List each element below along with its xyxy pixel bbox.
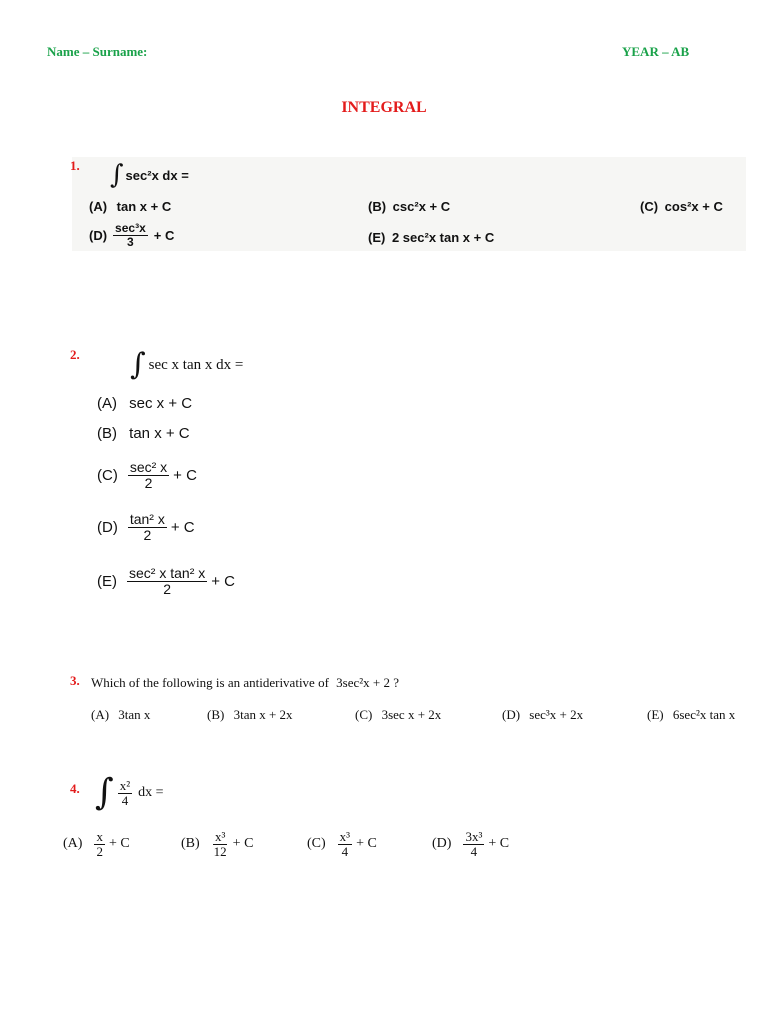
q1-option-a-label: (A) bbox=[89, 199, 108, 214]
q2-option-c-fraction bbox=[128, 460, 169, 490]
q2-option-e-fraction bbox=[127, 566, 207, 596]
q1-option-d-fraction bbox=[113, 222, 148, 248]
q2-option-c-label: (C) bbox=[97, 466, 118, 484]
q2-option-d bbox=[97, 512, 195, 542]
question-3-expression: 3sec²x + 2 ? bbox=[336, 675, 400, 690]
integral-symbol: ∫ bbox=[110, 160, 124, 190]
q2-option-b-label: (B) bbox=[97, 425, 117, 442]
q3-option-e bbox=[647, 707, 747, 723]
q3-option-d bbox=[502, 707, 583, 723]
q2-option-c-tail: + C bbox=[173, 466, 197, 484]
q2-option-d-fraction bbox=[128, 512, 167, 542]
q1-option-d bbox=[89, 222, 174, 248]
integral-symbol: ∫ bbox=[130, 347, 146, 382]
q1-option-b bbox=[368, 199, 450, 214]
page-title: INTEGRAL bbox=[341, 99, 427, 116]
q1-option-a-text: tan x + C bbox=[116, 199, 172, 214]
q2-option-d-denominator: 2 bbox=[143, 526, 152, 543]
question-2-integrand: sec x tan x dx = bbox=[148, 356, 244, 373]
q3-option-c-text: 3sec x + 2x bbox=[381, 707, 442, 722]
question-4-integrand-numerator: x² bbox=[119, 777, 131, 793]
q4-option-c-denominator: 4 bbox=[341, 843, 349, 859]
q3-option-b-label: (B) bbox=[207, 707, 225, 722]
question-4-integrand-denominator: 4 bbox=[121, 792, 129, 808]
q4-option-b-numerator: x³ bbox=[214, 829, 226, 844]
q2-option-c bbox=[97, 460, 197, 490]
q3-option-a-text: 3tan x bbox=[118, 707, 151, 722]
q1-option-c-text: cos²x + C bbox=[664, 199, 723, 214]
q2-option-a-text: sec x + C bbox=[129, 395, 193, 412]
q4-option-d bbox=[432, 830, 509, 858]
q3-option-b-text: 3tan x + 2x bbox=[233, 707, 293, 722]
q4-option-b-denominator: 12 bbox=[213, 843, 227, 859]
question-4-integrand-fraction bbox=[118, 779, 132, 807]
q4-option-a-tail: + C bbox=[108, 836, 130, 852]
q2-option-b bbox=[97, 425, 190, 442]
q1-option-e-text: 2 sec²x tan x + C bbox=[391, 230, 495, 245]
q4-option-a bbox=[63, 830, 130, 858]
q1-option-d-denominator: 3 bbox=[127, 234, 134, 249]
q4-option-b bbox=[181, 830, 253, 858]
q4-option-b-fraction bbox=[212, 830, 229, 858]
q2-option-e-denominator: 2 bbox=[163, 580, 172, 597]
q4-option-b-label: (B) bbox=[181, 836, 200, 852]
q3-option-d-label: (D) bbox=[502, 707, 521, 722]
question-4-number: 4. bbox=[70, 781, 80, 796]
q4-option-c-label: (C) bbox=[307, 836, 326, 852]
q3-option-e-label: (E) bbox=[647, 707, 664, 722]
q1-option-d-tail: + C bbox=[153, 227, 175, 243]
q4-option-b-tail: + C bbox=[232, 836, 254, 852]
q1-option-e bbox=[368, 230, 494, 245]
question-4-integrand-tail: dx = bbox=[138, 785, 164, 800]
question-3-text bbox=[91, 675, 399, 691]
q3-option-a-label: (A) bbox=[91, 707, 110, 722]
q1-option-e-label: (E) bbox=[368, 230, 386, 245]
q1-option-b-label: (B) bbox=[368, 199, 387, 214]
q4-option-c bbox=[307, 830, 377, 858]
question-3-prompt: Which of the following is an antiderivative of bbox=[91, 675, 329, 690]
q1-option-a bbox=[89, 199, 171, 214]
q4-option-d-tail: + C bbox=[488, 836, 510, 852]
q3-option-c bbox=[355, 707, 441, 723]
q4-option-c-tail: + C bbox=[356, 836, 377, 852]
q1-option-d-numerator: sec³x bbox=[115, 221, 146, 235]
name-surname-label: Name – Surname: bbox=[47, 44, 148, 59]
q3-option-e-text: 6sec²x tan x bbox=[672, 707, 736, 722]
q3-option-b bbox=[207, 707, 293, 723]
question-2-number: 2. bbox=[70, 347, 80, 362]
q4-option-d-numerator: 3x³ bbox=[465, 829, 483, 844]
q4-option-a-fraction bbox=[94, 830, 105, 858]
integral-symbol: ∫ bbox=[95, 772, 114, 813]
q2-option-a bbox=[97, 395, 192, 412]
q2-option-e-numerator: sec² x tan² x bbox=[129, 565, 206, 581]
q4-option-d-denominator: 4 bbox=[470, 843, 478, 859]
q1-option-b-text: csc²x + C bbox=[392, 199, 451, 214]
q1-option-c bbox=[640, 199, 723, 214]
question-1-integral bbox=[110, 162, 189, 188]
q2-option-e-tail: + C bbox=[211, 572, 236, 590]
q4-option-a-label: (A) bbox=[63, 836, 83, 852]
q2-option-d-numerator: tan² x bbox=[129, 511, 165, 527]
q4-option-a-denominator: 2 bbox=[96, 843, 103, 859]
q3-option-c-label: (C) bbox=[355, 707, 373, 722]
q3-option-d-text: sec³x + 2x bbox=[529, 707, 584, 722]
q4-option-c-numerator: x³ bbox=[339, 829, 351, 844]
q4-option-c-fraction bbox=[338, 830, 352, 858]
q4-option-a-numerator: x bbox=[96, 829, 103, 844]
q2-option-d-label: (D) bbox=[97, 518, 118, 536]
q4-option-d-label: (D) bbox=[432, 836, 452, 852]
year-label: YEAR – AB bbox=[622, 44, 690, 59]
question-2-integral bbox=[130, 347, 244, 382]
q1-option-c-label: (C) bbox=[640, 199, 659, 214]
q2-option-c-numerator: sec² x bbox=[129, 459, 168, 475]
q2-option-b-text: tan x + C bbox=[129, 425, 190, 442]
q1-option-d-label: (D) bbox=[89, 227, 108, 243]
q2-option-c-denominator: 2 bbox=[144, 474, 153, 491]
q2-option-e bbox=[97, 566, 235, 596]
question-1-number: 1. bbox=[70, 158, 80, 173]
q2-option-d-tail: + C bbox=[170, 518, 195, 536]
q4-option-d-fraction bbox=[463, 830, 484, 858]
question-4-integral bbox=[95, 772, 164, 813]
q2-option-e-label: (E) bbox=[97, 572, 117, 590]
question-3-number: 3. bbox=[70, 673, 80, 688]
q3-option-a bbox=[91, 707, 150, 723]
q2-option-a-label: (A) bbox=[97, 395, 117, 412]
question-1-integrand: sec²x dx = bbox=[125, 167, 189, 183]
